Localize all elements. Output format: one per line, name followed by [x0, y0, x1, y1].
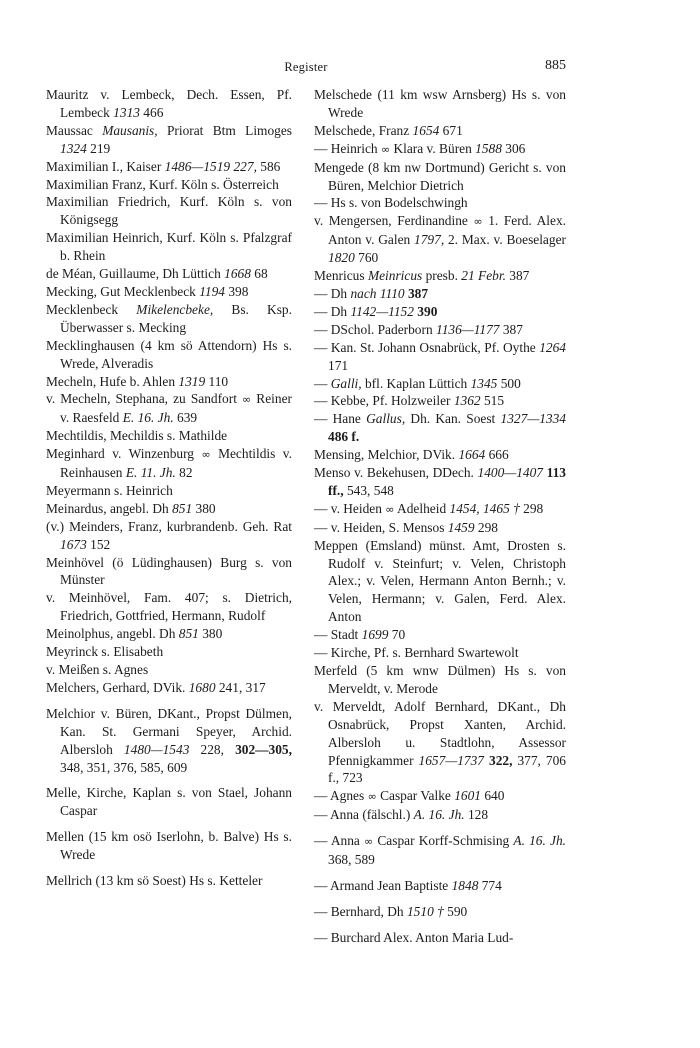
index-entry	[314, 194, 566, 212]
entry-text: 1480—1543	[123, 741, 190, 757]
entry-text: 590	[443, 903, 468, 919]
index-entry	[46, 554, 292, 590]
index-entry	[46, 705, 292, 777]
index-entry	[46, 518, 292, 554]
entry-text: 1362	[453, 393, 481, 409]
entry-text: 1680	[188, 679, 216, 695]
entry-text: Mecklinghausen (4 km sö Attendorn) Hs s. Wrede, Alveradis	[46, 337, 292, 371]
index-entry	[314, 375, 566, 393]
index-entry	[46, 265, 292, 283]
entry-text: 1459	[447, 519, 475, 535]
index-entry	[46, 122, 292, 158]
entry-spacer	[314, 921, 566, 929]
index-entry	[46, 193, 292, 229]
entry-text: 760	[354, 250, 379, 266]
entry-text: 110	[205, 373, 229, 389]
entry-text: Caspar Valke	[376, 788, 455, 804]
entry-text: — Dh	[314, 303, 351, 319]
index-entry	[46, 500, 292, 518]
entry-text: 1654	[412, 122, 440, 138]
index-entry	[314, 159, 566, 195]
index-entry	[46, 661, 292, 679]
entry-text: Klara v. Büren	[390, 140, 476, 156]
index-entry	[314, 285, 566, 303]
entry-text: Maussac	[46, 122, 103, 138]
index-entry	[46, 445, 292, 482]
entry-text: — Kebbe, Pf. Holzweiler	[314, 393, 454, 409]
entry-text: 377, 706 f., 723	[328, 752, 566, 786]
entry-text: 171	[328, 357, 349, 373]
entry-text: v. Mecheln, Stephana, zu Sandfort	[46, 391, 243, 407]
entry-text: Mellrich (13 km sö Soest) Hs s. Ketteler	[46, 873, 263, 889]
entry-text: v. Meinhövel, Fam. 407; s. Dietrich, Friedrich, Gottfried, Hermann, Rudolf	[46, 590, 292, 624]
entry-text: Merfeld (5 km wnw Dülmen) Hs s. von Merveldt, v. Merode	[314, 663, 566, 696]
entry-text: — Hane	[314, 411, 367, 427]
marriage-symbol: ∞	[242, 393, 252, 407]
entry-text: Maximilian Heinrich, Kurf. Köln s. Pfalzgraf b. Rhein	[46, 230, 292, 264]
index-entry	[314, 410, 566, 446]
entry-text: 1486—1519	[164, 158, 231, 174]
entry-text: 227,	[233, 158, 257, 174]
entry-text: 1454, 1465 †	[449, 500, 520, 516]
index-entry	[46, 373, 292, 391]
entry-text: 298	[519, 500, 544, 516]
entry-text: Dh. Kan. Soest	[405, 411, 501, 427]
index-entry	[314, 644, 566, 662]
entry-text: Melchers, Gerhard, DVik.	[46, 679, 189, 695]
entry-text: Maximilian Friedrich, Kurf. Köln s. von Königsegg	[46, 194, 292, 228]
entry-spacer	[46, 776, 292, 784]
entry-text: Mecheln, Hufe b. Ahlen	[46, 373, 179, 389]
entry-text: Gallus,	[366, 411, 406, 427]
entry-text: Mecking, Gut Mecklenbeck	[46, 283, 200, 299]
entry-text: 390	[417, 303, 438, 319]
entry-text: 1136—1177	[436, 321, 500, 337]
entry-text: Caspar Korff-Schmising	[373, 833, 514, 849]
entry-text: —	[314, 375, 331, 391]
entry-text: 368, 589	[328, 852, 375, 868]
entry-text: 387	[499, 321, 523, 337]
index-entry	[314, 787, 566, 806]
index-entry	[46, 828, 292, 864]
entry-text: 1820	[328, 250, 355, 266]
entry-text: 2. Max. v. Boeselager	[444, 232, 566, 248]
index-entry	[314, 626, 566, 644]
entry-text: 500	[497, 375, 521, 391]
index-entry	[314, 698, 566, 788]
entry-text: 241, 317	[215, 679, 266, 695]
entry-text: 228,	[189, 741, 236, 757]
entry-text: 639	[173, 410, 198, 426]
entry-text: 1142—1152	[350, 303, 414, 319]
index-entry	[46, 482, 292, 500]
entry-text: — Kan. St. Johann Osnabrück, Pf. Oythe	[314, 339, 540, 355]
index-entry	[46, 679, 292, 697]
entry-text: Galli,	[330, 375, 362, 391]
entry-text: 1327—1334	[500, 411, 567, 427]
entry-text: bfl. Kaplan Lüttich	[361, 375, 471, 391]
entry-text: 1699	[361, 627, 389, 643]
index-entry	[46, 158, 292, 176]
entry-text: Adelheid	[394, 500, 450, 516]
index-entry	[46, 337, 292, 373]
entry-text: 1. Ferd. Alex. Anton v. Galen	[328, 213, 566, 248]
entry-text: 466	[139, 104, 164, 120]
page-header	[46, 58, 566, 82]
entry-text: Meinricus	[367, 268, 423, 284]
entry-text: 68	[250, 266, 268, 282]
entry-text: Mechtildis v. Reinhausen	[60, 446, 292, 481]
index-entry	[314, 929, 566, 947]
entry-text: 851	[172, 500, 193, 516]
entry-text: v. Merveldt, Adolf Bernhard, DKant., Dh Osnabrück, Propst Xanten, Archid. Albersloh u. Stadtlohn, Assessor Pfennigkammer	[314, 698, 566, 768]
entry-text: 851	[178, 626, 199, 642]
entry-text: 1664	[458, 447, 486, 463]
entry-text: — Bernhard, Dh	[314, 903, 407, 919]
entry-text: 515	[480, 393, 505, 409]
entry-text: Priorat Btm Limoges	[157, 122, 292, 138]
index-entry	[314, 303, 566, 321]
entry-text: 1601	[454, 788, 481, 804]
index-entry	[46, 283, 292, 301]
entry-text: 1657—1737	[418, 752, 485, 768]
entry-text: Mengede (8 km nw Dortmund) Gericht s. von Büren, Melchior Dietrich	[314, 159, 566, 193]
index-entry	[314, 806, 566, 824]
entry-text: 666	[485, 447, 509, 463]
entry-text: 486 f.	[328, 429, 360, 445]
marriage-symbol: ∞	[473, 215, 483, 229]
index-entry	[46, 625, 292, 643]
entry-text: 21 Febr.	[461, 268, 506, 284]
entry-text: Melschede (11 km wsw Arnsberg) Hs s. von Wrede	[314, 87, 566, 120]
entry-text: — Hs s. von Bodelschwingh	[314, 195, 468, 211]
entry-text: 543, 548	[343, 482, 394, 498]
entry-text: — v. Heiden, S. Mensos	[314, 519, 448, 535]
entry-text: 1264	[539, 339, 566, 355]
entry-text: 219	[86, 140, 111, 156]
index-entry	[46, 301, 292, 337]
entry-text: Mikelencbeke,	[136, 301, 214, 317]
index-entry	[46, 229, 292, 265]
index-entry	[314, 446, 566, 464]
entry-text: Mellen (15 km osö Iserlohn, b. Balve) Hs s. Wrede	[46, 829, 292, 863]
index-entry	[314, 122, 566, 140]
marriage-symbol: ∞	[380, 142, 391, 156]
index-entry	[46, 872, 292, 890]
entry-text: — Agnes	[314, 788, 368, 804]
entry-text: — Anna	[314, 833, 365, 849]
index-entry	[314, 86, 566, 122]
index-entry	[314, 321, 566, 339]
entry-text: — Burchard Alex. Anton Maria Lud-	[314, 929, 514, 945]
entry-text: 306	[501, 140, 526, 156]
entry-text: 387	[407, 285, 429, 301]
entry-text: Meinardus, angebl. Dh	[46, 500, 173, 516]
entry-text: — v. Heiden	[314, 500, 386, 516]
entry-spacer	[46, 864, 292, 872]
entry-text: Mensing, Melchior, DVik.	[314, 447, 459, 463]
entry-text: 398	[225, 283, 249, 299]
entry-text: A. 16. Jh.	[513, 833, 567, 849]
index-entry	[46, 86, 292, 122]
entry-text: Mauritz v. Lembeck, Dech. Essen, Pf. Lembeck	[46, 87, 292, 120]
entry-text: 1400—1407	[477, 465, 543, 481]
index-column-left	[46, 86, 292, 890]
index-entry	[46, 176, 292, 194]
entry-text: nach 1110	[350, 285, 405, 301]
entry-text: Meinhövel (ö Lüdinghausen) Burg s. von Münster	[46, 554, 292, 588]
entry-text: 1313	[113, 104, 140, 120]
marriage-symbol: ∞	[385, 502, 395, 516]
entry-text: 322,	[489, 752, 513, 768]
entry-text: 774	[478, 877, 502, 893]
index-entry	[46, 784, 292, 820]
index-entry	[314, 903, 566, 921]
entry-text: — Heinrich	[314, 140, 381, 156]
entry-spacer	[46, 820, 292, 828]
index-entry	[314, 212, 566, 267]
index-entry	[314, 464, 566, 500]
entry-text: — Anna (fälschl.)	[314, 807, 414, 823]
entry-text: Menso v. Bekehusen, DDech.	[314, 465, 478, 481]
index-entry	[314, 267, 566, 285]
running-title: Register	[284, 60, 328, 74]
entry-text: 1588	[475, 140, 502, 156]
entry-text: Meginhard v. Winzenburg	[46, 446, 202, 462]
entry-text: Menricus	[314, 268, 368, 284]
index-entry	[314, 832, 566, 869]
entry-text: 1668	[224, 266, 251, 282]
entry-text: 70	[388, 627, 406, 643]
entry-text: Melschede, Franz	[314, 122, 413, 138]
page-number: 885	[545, 58, 566, 73]
index-entry	[46, 390, 292, 427]
entry-text: Meinolphus, angebl. Dh	[46, 626, 179, 642]
entry-text: Mecklenbeck	[46, 301, 137, 317]
entry-text: 1848	[451, 877, 479, 893]
index-entry	[46, 643, 292, 661]
entry-text: presb.	[422, 268, 462, 284]
entry-text: 640	[481, 788, 505, 804]
entry-text: 1797,	[414, 232, 445, 248]
entry-text: Melchior v. Büren, DKant., Propst Dülmen, Kan. St. Germani Speyer, Archid. Albersloh	[46, 705, 292, 757]
entry-text: 1673	[60, 536, 87, 552]
entry-text: 113 ff.,	[328, 465, 566, 498]
index-entry	[46, 427, 292, 445]
index-entry	[314, 519, 566, 537]
entry-text: Mechtildis, Mechildis s. Mathilde	[46, 428, 228, 444]
entry-text: 152	[86, 536, 111, 552]
entry-text: 1345	[470, 375, 498, 391]
entry-text: de Méan, Guillaume, Dh Lüttich	[46, 266, 225, 282]
entry-text: Mausanis,	[102, 122, 158, 138]
entry-text: 302—305,	[235, 741, 292, 757]
entry-text: (v.) Meinders, Franz, kurbrandenb. Geh. Rat	[46, 518, 292, 534]
entry-text: Meppen (Emsland) münst. Amt, Drosten s. Rudolf v. Steinfurt; v. Velen, Christoph Alex.; v. Velen, Hermann Anton Bernh.; v. Velen, Hermann; v. Galen, Ferd. Alex. Anton	[314, 537, 566, 625]
entry-text: — Dh	[314, 285, 351, 301]
index-entry	[46, 589, 292, 625]
entry-text: 1324	[60, 140, 87, 156]
entry-text: — DSchol. Paderborn	[314, 321, 436, 337]
entry-text: Meyrinck s. Elisabeth	[46, 644, 164, 660]
entry-text: E. 11. Jh.	[125, 465, 176, 481]
entry-text: E. 16. Jh.	[122, 410, 174, 426]
index-entry	[314, 500, 566, 519]
entry-text: 1319	[178, 373, 206, 389]
entry-text: 1194	[199, 283, 225, 299]
entry-spacer	[46, 697, 292, 705]
entry-text: Meyermann s. Heinrich	[46, 482, 173, 498]
entry-text: 380	[198, 626, 223, 642]
entry-text: 128	[464, 807, 489, 823]
index-entry	[314, 537, 566, 627]
entry-text: A. 16. Jh.	[413, 807, 465, 823]
entry-text: 671	[439, 122, 463, 138]
entry-spacer	[314, 824, 566, 832]
index-entry	[314, 392, 566, 410]
entry-text: Melle, Kirche, Kaplan s. von Stael, Johann Caspar	[46, 785, 292, 819]
entry-text: 586	[256, 158, 281, 174]
entry-text: 1510 †	[406, 903, 444, 919]
entry-text: Reiner v. Raesfeld	[60, 391, 292, 426]
entry-text: Maximilian I., Kaiser	[46, 158, 165, 174]
entry-text: 387	[505, 268, 530, 284]
entry-spacer	[314, 895, 566, 903]
index-entry	[314, 339, 566, 375]
entry-text: Maximilian Franz, Kurf. Köln s. Österreich	[46, 176, 279, 192]
entry-text: Bs. Ksp. Überwasser s. Mecking	[60, 301, 292, 335]
marriage-symbol: ∞	[367, 790, 377, 804]
entry-text: 348, 351, 376, 585, 609	[60, 759, 188, 775]
index-entry	[314, 662, 566, 698]
index-entry	[314, 877, 566, 895]
entry-text: 380	[192, 500, 216, 516]
entry-spacer	[314, 869, 566, 877]
entry-text: v. Mengersen, Ferdinandine	[314, 213, 474, 229]
entry-text: — Stadt	[314, 627, 362, 643]
entry-text: — Kirche, Pf. s. Bernhard Swartewolt	[314, 645, 519, 661]
entry-text: 82	[175, 465, 193, 481]
marriage-symbol: ∞	[201, 448, 211, 462]
entry-text: v. Meißen s. Agnes	[46, 662, 149, 677]
entry-text: 298	[474, 519, 498, 535]
index-column-right	[314, 86, 566, 947]
marriage-symbol: ∞	[364, 835, 374, 849]
entry-text: — Armand Jean Baptiste	[314, 877, 452, 893]
index-entry	[314, 140, 566, 159]
